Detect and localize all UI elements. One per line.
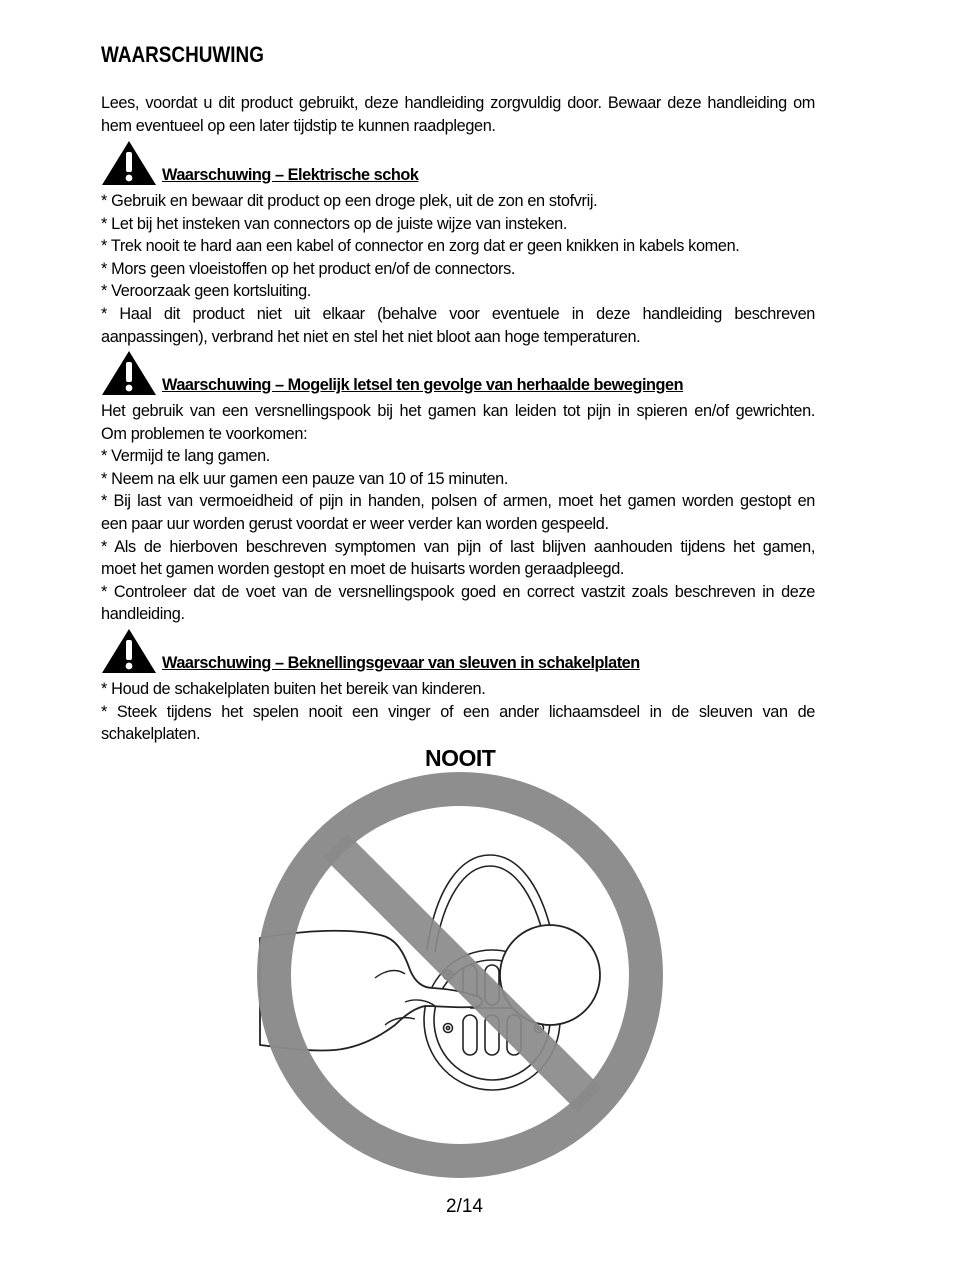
section-heading-electric-shock xyxy=(101,140,418,186)
warning-triangle-icon xyxy=(101,140,157,186)
body-line: Om problemen te voorkomen: xyxy=(101,424,308,443)
page-title: WAARSCHUWING xyxy=(101,42,264,67)
body-line: * Haal dit product niet uit elkaar (behalve voor eventuele in deze handleiding beschreven xyxy=(101,304,815,323)
section-heading-text: Waarschuwing – Mogelijk letsel ten gevolge van herhaalde bewegingen xyxy=(162,376,684,394)
intro-line: hem eventueel op een later tijdstip te kunnen raadplegen. xyxy=(101,116,496,135)
intro-line: Lees, voordat u dit product gebruikt, deze handleiding zorgvuldig door. Bewaar deze handleiding om xyxy=(101,94,815,112)
body-line: * Gebruik en bewaar dit product op een droge plek, uit de zon en stofvrij. xyxy=(101,192,598,210)
section-body-repetitive-strain xyxy=(101,400,815,626)
body-line: * Steek tijdens het spelen nooit een vinger of een ander lichaamsdeel in de sleuven van de xyxy=(101,702,815,721)
body-line: Het gebruik van een versnellingspook bij het gamen kan leiden tot pijn in spieren en/of gewrichten. xyxy=(101,402,815,420)
section-heading-text: Waarschuwing – Beknellingsgevaar van sleuven in schakelplaten xyxy=(162,654,640,672)
body-line: handleiding. xyxy=(101,605,185,624)
body-line: * Mors geen vloeistoffen op het product en/of de connectors. xyxy=(101,259,516,278)
body-line: * Let bij het insteken van connectors op de juiste wijze van insteken. xyxy=(101,214,568,233)
body-line: * Veroorzaak geen kortsluiting. xyxy=(101,282,311,301)
body-line: * Vermijd te lang gamen. xyxy=(101,447,270,466)
body-line: * Houd de schakelplaten buiten het bereik van kinderen. xyxy=(101,680,486,698)
section-heading-pinch-hazard xyxy=(101,628,640,674)
page-number: 2/14 xyxy=(446,1196,483,1217)
body-line: een paar uur worden gerust voordat er weer verder kan worden gespeeld. xyxy=(101,514,609,533)
warning-triangle-icon xyxy=(101,628,157,674)
body-line: * Bij last van vermoeidheid of pijn in handen, polsen of armen, moet het gamen worden gestopt en xyxy=(101,492,815,511)
section-body-pinch-hazard xyxy=(101,678,815,746)
body-line: * Controleer dat de voet van de versnellingspook goed en correct vastzit zoals beschreven in deze xyxy=(101,582,815,601)
intro-paragraph xyxy=(101,92,815,137)
nooit-label: NOOIT xyxy=(425,745,496,771)
section-body-electric-shock xyxy=(101,190,815,348)
body-line: moet het gamen worden gestopt en moet de huisarts worden geraadpleegd. xyxy=(101,560,625,579)
no-finger-in-slots-icon xyxy=(255,770,665,1180)
body-line: * Als de hierboven beschreven symptomen van pijn of last blijven aanhouden tijdens het gamen, xyxy=(101,537,815,556)
body-line: * Neem na elk uur gamen een pauze van 10 of 15 minuten. xyxy=(101,469,509,488)
body-line: schakelplaten. xyxy=(101,725,201,744)
section-heading-text: Waarschuwing – Elektrische schok xyxy=(162,166,419,184)
warning-triangle-icon xyxy=(101,350,157,396)
body-line: aanpassingen), verbrand het niet en stel het niet bloot aan hoge temperaturen. xyxy=(101,327,641,346)
body-line: * Trek nooit te hard aan een kabel of connector en zorg dat er geen knikken in kabels komen. xyxy=(101,237,740,256)
section-heading-repetitive-strain xyxy=(101,350,683,396)
